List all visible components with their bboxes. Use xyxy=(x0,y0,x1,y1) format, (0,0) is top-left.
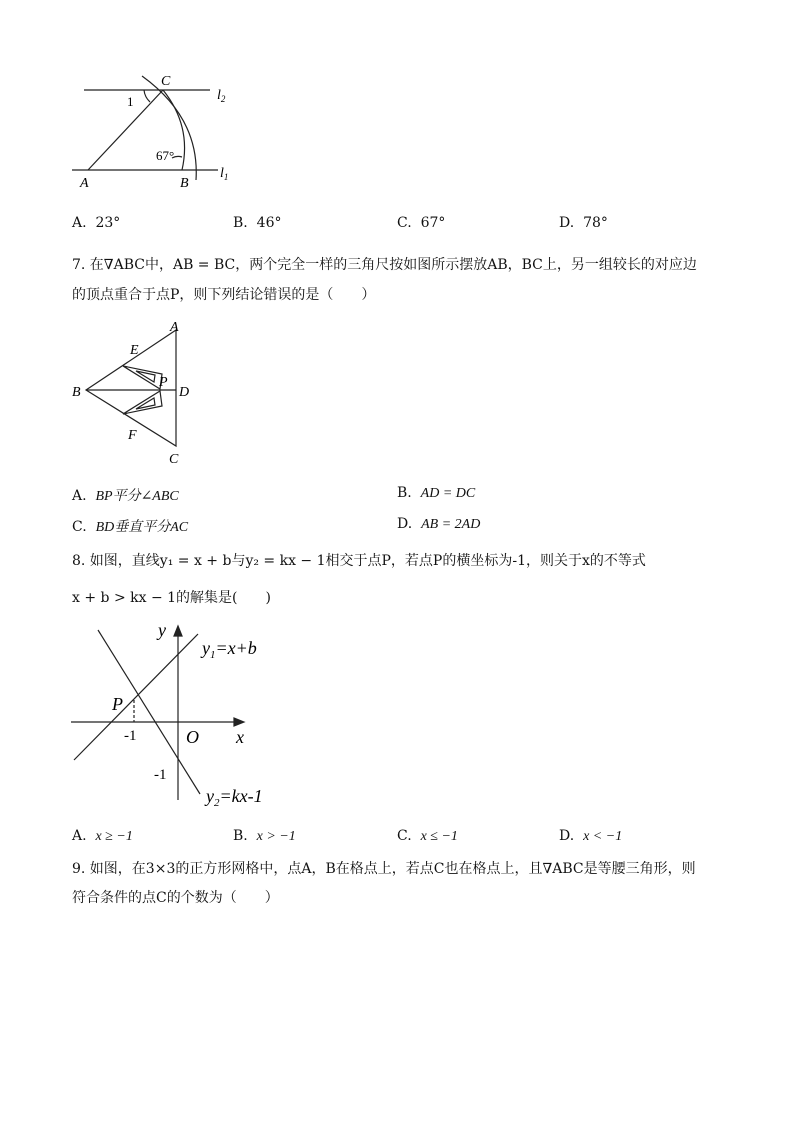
q6-option-c: C. 67° xyxy=(397,215,446,231)
q8-stem-line1: 8. 如图，直线y₁ = x + b与y₂ = kx − 1相交于点P，若点P的横坐标为-1，则关于x的不等式 xyxy=(72,553,646,569)
label-neg1-y: -1 xyxy=(154,767,167,783)
q8-option-a: A. x ≥ −1 xyxy=(72,828,133,844)
label-l2: $l_2$ xyxy=(217,88,226,104)
q6-option-b: B. 46° xyxy=(233,215,282,231)
label-P: P xyxy=(112,694,123,714)
label-A: A xyxy=(80,176,89,191)
label-P: P xyxy=(159,375,168,390)
label-E: E xyxy=(130,343,139,358)
label-C: C xyxy=(161,74,171,89)
label-origin: O xyxy=(186,727,199,747)
label-neg1-x: -1 xyxy=(124,728,137,744)
label-y-axis: y xyxy=(158,620,166,640)
x-axis-arrow xyxy=(234,718,244,726)
label-F: F xyxy=(128,428,137,443)
label-D: D xyxy=(179,385,190,400)
q8-option-b: B. x > −1 xyxy=(233,828,296,844)
q7-option-d: D. AB = 2AD xyxy=(397,516,481,532)
label-B: B xyxy=(72,385,81,400)
set-square-upper xyxy=(123,366,162,389)
label-angle-67: 67° xyxy=(156,148,175,163)
q7-stem-line1: 7. 在∇ABC中，AB = BC，两个完全一样的三角尺按如图所示摆放AB，BC上，另一组较长的对应边 xyxy=(72,257,697,273)
set-square-lower xyxy=(123,391,162,414)
label-B: B xyxy=(180,176,189,191)
label-y2: $y_2=kx-1$ xyxy=(206,786,263,809)
arc-compass xyxy=(142,76,196,180)
angle-1-arc xyxy=(144,90,150,102)
q6-option-a: A. 23° xyxy=(72,215,121,231)
q7-stem-line2: 的顶点重合于点P，则下列结论错误的是（ ） xyxy=(72,287,376,303)
label-A: A xyxy=(170,320,179,335)
figure-q6-parallel-lines xyxy=(60,68,260,198)
segment-AC xyxy=(88,90,163,170)
q6-option-d: D. 78° xyxy=(559,215,608,231)
q8-option-d: D. x < −1 xyxy=(559,828,623,844)
q9-stem-line1: 9. 如图，在3×3的正方形网格中，点A，B在格点上，若点C也在格点上，且∇ABC是等腰三角形，则 xyxy=(72,861,696,877)
label-C: C xyxy=(169,452,179,467)
figure-q8-graph xyxy=(66,612,296,812)
q7-option-b: B. AD = DC xyxy=(397,485,476,501)
figure-q7-triangle xyxy=(66,316,206,468)
y-axis-arrow xyxy=(174,626,182,636)
label-x-axis: x xyxy=(236,727,244,747)
label-l1: $l_1$ xyxy=(220,166,229,182)
label-angle-1: 1 xyxy=(127,94,134,109)
q9-stem-line2: 符合条件的点C的个数为（ ） xyxy=(72,890,279,906)
q7-option-c: C. BD垂直平分AC xyxy=(72,519,189,535)
label-y1: $y_1=x+b$ xyxy=(202,638,257,661)
q7-option-a: A. BP平分∠ABC xyxy=(72,488,179,504)
q8-option-c: C. x ≤ −1 xyxy=(397,828,458,844)
q8-stem-line2: x + b > kx − 1的解集是( ) xyxy=(72,590,271,606)
